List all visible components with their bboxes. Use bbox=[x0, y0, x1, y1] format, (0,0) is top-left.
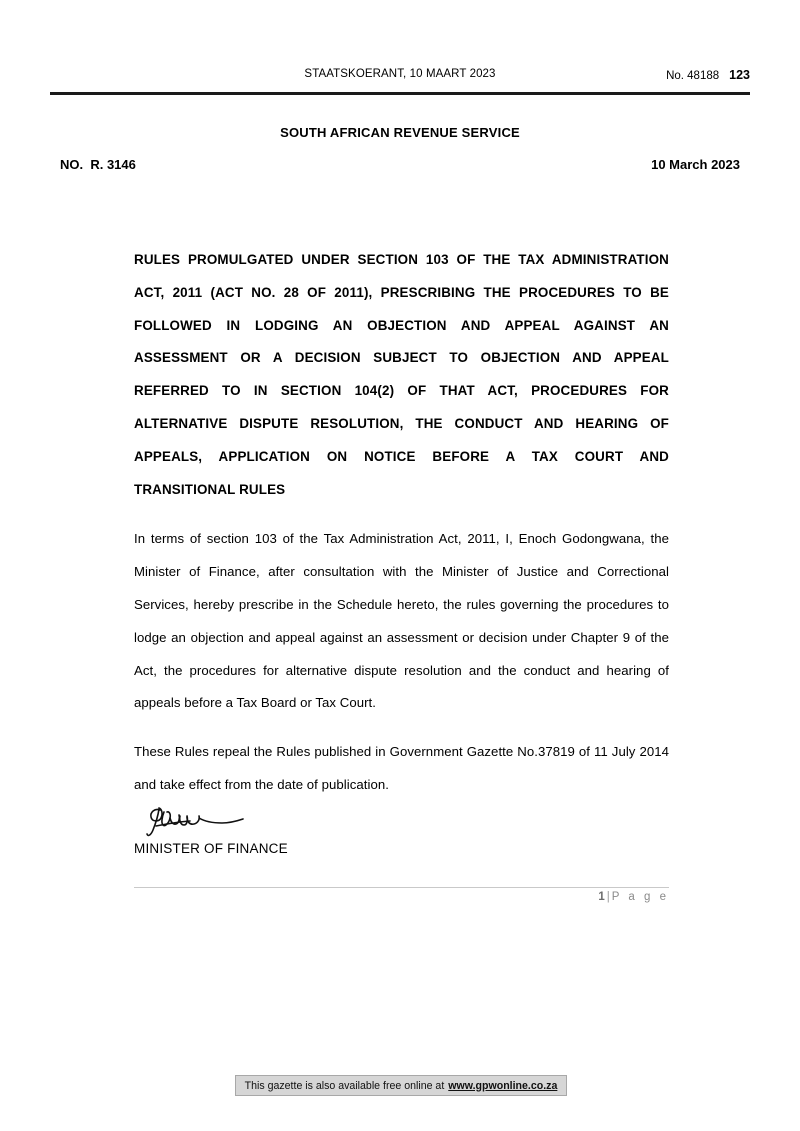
header-divider-rule bbox=[50, 92, 750, 95]
signatory-title: MINISTER OF FINANCE bbox=[134, 840, 288, 856]
header-page-number: 123 bbox=[729, 68, 750, 82]
department-title: SOUTH AFRICAN REVENUE SERVICE bbox=[280, 125, 520, 140]
running-header bbox=[50, 68, 750, 92]
notice-number: NO. R. 3146 bbox=[60, 157, 136, 172]
signature-block bbox=[134, 808, 669, 864]
gazette-online-banner bbox=[235, 1075, 567, 1096]
body-paragraph-2: These Rules repeal the Rules published in Government Gazette No.37819 of 11 July 2014 and take effect from the date of publication. bbox=[134, 744, 669, 792]
body-paragraph-1: In terms of section 103 of the Tax Administration Act, 2011, I, Enoch Godongwana, the Minister of Finance, after consultation with the Minister of Justice and Correctional Services, hereby prescribe in the Schedule hereto, the rules governing the procedures to lodge an objection and appeal against an assessment or decision under Chapter 9 of the Act, the procedures for alternative dispute resolution and the conduct and hearing of appeals before a Tax Board or Tax Court. bbox=[134, 531, 669, 711]
notice-line bbox=[60, 157, 740, 175]
rules-title: RULES PROMULGATED UNDER SECTION 103 OF THE TAX ADMINISTRATION ACT, 2011 (ACT NO. 28 OF 2011), PRESCRIBING THE PROCEDURES TO BE FOLLOWED IN LODGING AN OBJECTION AND APPEAL AGAINST AN ASSESSMENT OR A DECISION SUBJECT TO OBJECTION AND APPEAL REFERRED TO IN SECTION 104(2) OF THAT ACT, PROCEDURES FOR ALTERNATIVE DISPUTE RESOLUTION, THE CONDUCT AND HEARING OF APPEALS, APPLICATION ON NOTICE BEFORE A TAX COURT AND TRANSITIONAL RULES bbox=[134, 252, 669, 497]
document-body bbox=[134, 244, 669, 864]
notice-date: 10 March 2023 bbox=[651, 157, 740, 172]
handwritten-signature-icon bbox=[142, 806, 262, 842]
footer-page-word: P a g e bbox=[611, 891, 669, 903]
gazette-header-meta bbox=[666, 68, 750, 82]
footer-page-number: 1 bbox=[598, 891, 605, 903]
footer-page-indicator bbox=[134, 891, 669, 903]
gazette-banner-text: This gazette is also available free online at bbox=[244, 1079, 445, 1092]
footer-divider-rule bbox=[134, 887, 669, 888]
gazette-header-title: STAATSKOERANT, 10 MAART 2023 bbox=[304, 68, 496, 80]
gazette-banner-url[interactable]: www.gpwonline.co.za bbox=[448, 1079, 558, 1092]
footer-separator: | bbox=[606, 891, 610, 903]
gazette-number: No. 48188 bbox=[666, 70, 720, 82]
